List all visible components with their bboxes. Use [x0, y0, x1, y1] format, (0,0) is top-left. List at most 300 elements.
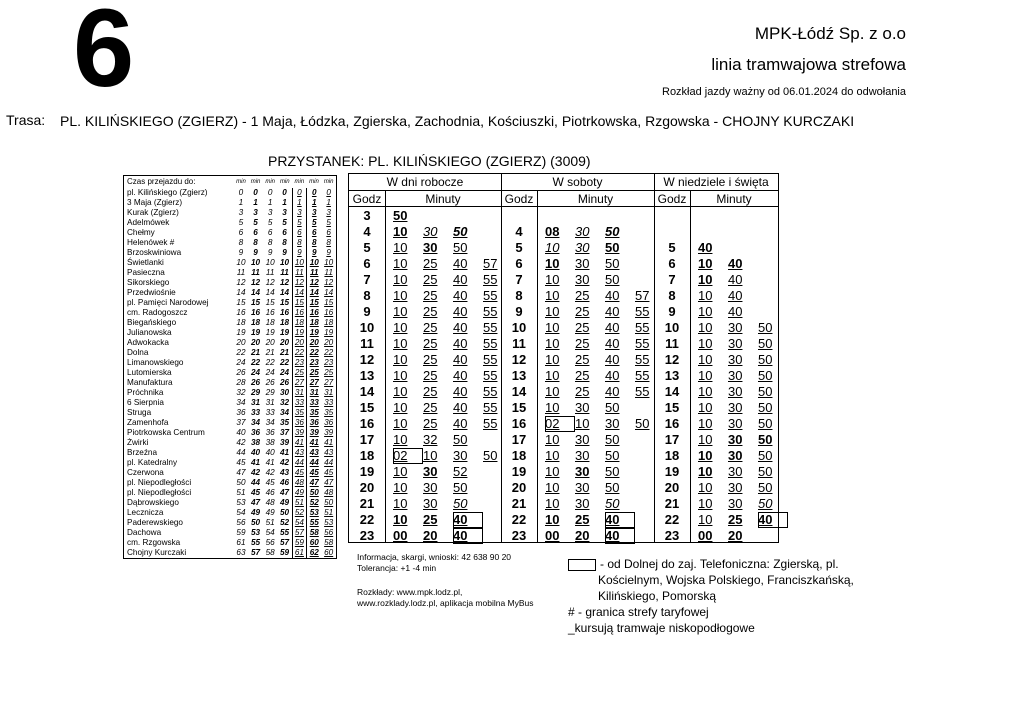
stop-time: 1 [253, 198, 258, 207]
minutes-cell [698, 240, 728, 256]
departure-minute: 10 [698, 352, 713, 367]
departure-minute: 10 [393, 320, 408, 335]
departure-minute: 10 [393, 272, 408, 287]
stop-time: 22 [324, 348, 334, 357]
hour-cell: 18 [511, 448, 527, 463]
stop-time: 45 [236, 458, 246, 467]
stop-time: 14 [279, 288, 290, 297]
stop-row [124, 468, 336, 478]
hour-cell: 9 [363, 304, 371, 319]
departure-minute: 40 [453, 256, 468, 271]
minutes-cell [393, 304, 513, 320]
hour-cell: 21 [664, 496, 680, 511]
stop-time: 39 [279, 438, 290, 447]
hour-cell: 4 [363, 224, 371, 239]
hour-cell: 10 [511, 320, 527, 335]
stop-name: 3 Maja (Zgierz) [127, 198, 183, 207]
departure-minute: 10 [393, 512, 408, 527]
stop-time: 3 [292, 208, 307, 218]
stop-time: 15 [251, 298, 261, 307]
stop-time: 44 [292, 458, 307, 468]
hour-cell: 5 [668, 240, 676, 255]
departure-minute: 25 [423, 320, 438, 335]
minutes-cell [545, 352, 665, 368]
hour-cell: 20 [511, 480, 527, 495]
stop-time: 16 [265, 308, 275, 317]
hour-cell: 23 [664, 528, 680, 543]
minutes-cell [393, 512, 483, 528]
stop-time: 16 [309, 308, 319, 317]
stops-header-col: min [279, 179, 290, 185]
stop-time: 26 [279, 378, 290, 387]
hour-cell: 8 [515, 288, 523, 303]
departure-minute: 10 [545, 496, 560, 511]
stop-time: 16 [236, 308, 246, 317]
stop-name: Chojny Kurczaki [127, 548, 187, 557]
group-title: W niedziele i święta [663, 175, 769, 189]
stop-time: 18 [251, 318, 261, 327]
stop-name: Helenówek # [127, 238, 175, 247]
stop-time: 9 [326, 248, 331, 257]
departure-minute: 10 [698, 464, 713, 479]
departure-minute: 10 [393, 240, 408, 255]
hour-cell: 5 [363, 240, 371, 255]
departure-minute: 25 [575, 320, 590, 335]
departure-minute: 10 [698, 384, 713, 399]
stop-time: 20 [324, 338, 334, 347]
departure-minute: 25 [423, 304, 438, 319]
minutes-header: Minuty [716, 192, 752, 206]
stop-time: 6 [267, 228, 273, 237]
stop-time: 10 [324, 258, 334, 267]
stop-time: 41 [265, 458, 275, 467]
departure-minute: 10 [545, 320, 560, 335]
departure-minute: 30 [575, 448, 590, 463]
hour-cell: 13 [359, 368, 375, 383]
departure-minute: 10 [545, 288, 560, 303]
stop-time: 24 [279, 368, 290, 377]
stop-time: 20 [251, 338, 261, 347]
departure-minute: 30 [728, 432, 743, 447]
departure-minute: 10 [545, 384, 560, 399]
minutes-cell [545, 496, 635, 512]
stop-time: 61 [292, 548, 307, 558]
departure-minute: 50 [605, 400, 620, 415]
stop-time: 18 [265, 318, 275, 327]
departure-minute: 10 [698, 320, 713, 335]
departure-minute: 40 [758, 512, 788, 528]
hour-cell: 19 [511, 464, 527, 479]
departure-minute: 08 [545, 224, 560, 239]
stop-time: 42 [236, 438, 246, 447]
minutes-cell [545, 400, 635, 416]
stop-time: 10 [292, 258, 307, 268]
stop-time: 22 [236, 348, 246, 357]
stop-time: 6 [311, 228, 317, 237]
stop-time: 31 [309, 388, 319, 397]
departure-minute: 55 [635, 384, 650, 399]
departure-minute: 55 [483, 304, 498, 319]
hour-cell: 20 [664, 480, 680, 495]
stop-name: Zamenhofa [127, 418, 169, 427]
stop-time: 41 [324, 438, 334, 447]
hour-cell: 18 [664, 448, 680, 463]
stop-time: 34 [236, 398, 246, 407]
stop-time: 54 [236, 508, 246, 517]
departure-minute: 30 [728, 496, 743, 511]
hour-cell: 19 [359, 464, 375, 479]
stop-row [124, 508, 336, 518]
departure-minute: 10 [393, 304, 408, 319]
departure-minute: 10 [575, 416, 590, 431]
stop-time: 47 [251, 498, 261, 507]
stop-time: 38 [265, 438, 275, 447]
stop-time: 29 [251, 388, 261, 397]
stop-time: 25 [324, 368, 334, 377]
stop-time: 33 [265, 408, 275, 417]
stop-time: 39 [309, 428, 319, 437]
departure-minute: 10 [393, 352, 408, 367]
stop-time: 44 [324, 458, 334, 467]
minutes-header: Minuty [577, 192, 614, 206]
departure-minute: 50 [758, 416, 773, 431]
stop-name: Chełmy [127, 228, 155, 237]
stop-time: 8 [267, 238, 273, 247]
stop-row [124, 458, 336, 468]
departure-minute: 30 [728, 400, 743, 415]
departure-minute: 30 [728, 320, 743, 335]
stop-time: 37 [236, 418, 246, 427]
departure-minute: 50 [605, 464, 620, 479]
departure-minute: 10 [698, 288, 713, 303]
stop-time: 45 [265, 478, 275, 487]
stop-time: 1 [292, 198, 307, 208]
hour-cell: 16 [511, 416, 527, 431]
departure-minute: 30 [605, 416, 620, 431]
hour-cell: 7 [515, 272, 523, 287]
stop-time: 3 [311, 208, 317, 217]
stop-time: 11 [309, 268, 319, 277]
minutes-cell [698, 416, 788, 432]
departure-minute: 50 [605, 432, 620, 447]
hour-cell: 17 [664, 432, 680, 447]
stop-time: 0 [311, 188, 317, 197]
stop-row [124, 298, 336, 308]
minutes-cell [545, 368, 665, 384]
stop-time: 5 [311, 218, 317, 227]
hour-cell: 11 [360, 336, 374, 351]
stops-header-label: Czas przejazdu do: [127, 177, 196, 186]
stop-time: 21 [279, 348, 290, 357]
stop-time: 40 [265, 448, 275, 457]
minutes-cell [545, 272, 635, 288]
stop-time: 31 [324, 388, 334, 397]
stop-time: 47 [236, 468, 246, 477]
minutes-cell [545, 512, 635, 528]
stop-row [124, 258, 336, 268]
legend-box-text: - od Dolnej do zaj. Telefoniczna: Zgierską, pl. Kościelnym, Wojska Polskiego, Franciszkańską, Kilińskiego, Pomorską [598, 557, 854, 603]
stop-name: pl. Pamięci Narodowej [127, 298, 209, 307]
hour-cell: 22 [664, 512, 680, 527]
stop-time: 10 [236, 258, 246, 267]
stops-header-col: min [236, 179, 246, 185]
minutes-cell [393, 240, 483, 256]
departure-minute: 10 [393, 384, 408, 399]
hour-cell: 22 [511, 512, 527, 527]
stop-time: 11 [324, 268, 333, 277]
minutes-cell [698, 352, 788, 368]
departure-minute: 50 [605, 480, 620, 495]
stop-row [124, 368, 336, 378]
stop-time: 5 [326, 218, 331, 227]
stop-time: 44 [251, 478, 261, 487]
stop-time: 23 [309, 358, 319, 367]
stop-time: 14 [236, 288, 246, 297]
stop-row [124, 378, 336, 388]
stop-row [124, 278, 336, 288]
minutes-cell [393, 528, 483, 544]
stop-row [124, 238, 336, 248]
minutes-cell [393, 288, 513, 304]
stop-time: 51 [292, 498, 307, 508]
departure-minute: 25 [423, 416, 438, 431]
minutes-cell [393, 432, 483, 448]
hour-cell: 16 [359, 416, 375, 431]
departure-minute: 40 [605, 304, 620, 319]
stop-time: 8 [253, 238, 258, 247]
departure-minute: 25 [423, 336, 438, 351]
stop-time: 11 [251, 268, 260, 277]
stop-time: 60 [324, 548, 334, 557]
stop-time: 36 [236, 408, 246, 417]
departure-minute: 55 [483, 320, 498, 335]
stop-time: 32 [279, 398, 290, 407]
hour-cell: 7 [668, 272, 676, 287]
hour-cell: 18 [359, 448, 375, 463]
hour-divider [690, 191, 691, 542]
departure-minute: 30 [728, 464, 743, 479]
stop-time: 3 [326, 208, 331, 217]
stop-time: 34 [251, 418, 261, 427]
departure-minute: 50 [605, 224, 620, 239]
stop-time: 9 [238, 248, 244, 257]
departure-minute: 40 [453, 304, 468, 319]
departure-minute: 40 [453, 368, 468, 383]
departure-minute: 30 [575, 400, 590, 415]
stop-time: 45 [251, 488, 261, 497]
stop-time: 9 [292, 248, 307, 258]
stop-name: pl. Kilińskiego (Zgierz) [127, 188, 208, 197]
minutes-cell [545, 480, 635, 496]
minutes-cell [545, 336, 665, 352]
stop-name: Dolna [127, 348, 149, 357]
departure-minute: 10 [393, 224, 408, 239]
stop-time: 22 [309, 348, 319, 357]
minutes-cell [698, 496, 788, 512]
stop-time: 36 [309, 418, 319, 427]
stop-time: 0 [326, 188, 331, 197]
minutes-cell [698, 512, 788, 528]
stop-time: 9 [267, 248, 273, 257]
stop-time: 43 [292, 448, 307, 458]
departure-minute: 20 [423, 528, 438, 543]
hour-divider [385, 191, 386, 542]
stop-time: 42 [251, 468, 261, 477]
departure-minute: 30 [575, 480, 590, 495]
departure-minute: 10 [545, 256, 560, 271]
stop-time: 43 [309, 448, 319, 457]
stop-time: 51 [236, 488, 246, 497]
hour-cell: 3 [363, 208, 371, 223]
stop-row [124, 438, 336, 448]
stop-time: 19 [265, 328, 275, 337]
stop-time: 26 [265, 378, 275, 387]
info-websites [357, 587, 534, 609]
hour-cell: 8 [363, 288, 371, 303]
departure-minute: 10 [545, 464, 560, 479]
minutes-cell [393, 496, 483, 512]
stop-name: Manufaktura [127, 378, 173, 387]
departure-minute: 55 [483, 272, 498, 287]
departure-minute: 30 [728, 384, 743, 399]
stop-time: 5 [267, 218, 273, 227]
minutes-cell [393, 224, 483, 240]
stop-time: 33 [309, 398, 319, 407]
minutes-cell [393, 400, 513, 416]
departure-minute: 10 [393, 400, 408, 415]
stop-name: Julianowska [127, 328, 172, 337]
minutes-cell [698, 480, 788, 496]
stops-header-col: min [294, 179, 305, 185]
departure-minute: 55 [483, 368, 498, 383]
stop-row [124, 188, 336, 198]
stop-time: 22 [279, 358, 290, 367]
stop-time: 51 [265, 518, 275, 527]
departure-minute: 30 [423, 464, 438, 479]
stop-time: 39 [324, 428, 334, 437]
departure-minute: 10 [698, 400, 713, 415]
hour-cell: 8 [668, 288, 676, 303]
stop-time: 58 [324, 538, 334, 547]
stop-time: 15 [265, 298, 275, 307]
hour-cell: 6 [363, 256, 371, 271]
stop-time: 34 [279, 408, 290, 417]
stop-time: 14 [292, 288, 307, 298]
hour-cell: 12 [359, 352, 375, 367]
minutes-cell [545, 384, 665, 400]
stop-time: 42 [265, 468, 275, 477]
stop-time: 19 [251, 328, 261, 337]
hour-cell: 9 [668, 304, 676, 319]
minutes-cell [545, 256, 635, 272]
departure-minute: 30 [423, 224, 438, 239]
stop-time: 59 [279, 548, 290, 557]
stop-time: 18 [324, 318, 334, 327]
stop-row [124, 248, 336, 258]
stop-time: 9 [311, 248, 317, 257]
timetable [348, 173, 779, 543]
stop-time: 12 [309, 278, 319, 287]
departure-minute: 10 [698, 448, 713, 463]
departure-minute: 30 [575, 272, 590, 287]
stop-name: cm. Rzgowska [127, 538, 181, 547]
stop-time: 52 [279, 518, 290, 527]
stop-row [124, 228, 336, 238]
hour-cell: 14 [664, 384, 680, 399]
departure-minute: 20 [728, 528, 743, 543]
departure-minute: 55 [635, 320, 650, 335]
stop-time: 53 [309, 508, 319, 517]
stop-time: 56 [324, 528, 334, 537]
stop-time: 1 [238, 198, 244, 207]
stop-time: 9 [253, 248, 258, 257]
stop-time: 26 [236, 368, 246, 377]
stop-time: 49 [265, 508, 275, 517]
stop-time: 21 [251, 348, 261, 357]
stop-time: 58 [309, 528, 319, 537]
stop-time: 43 [324, 448, 334, 457]
stop-time: 24 [251, 368, 261, 377]
departure-minute: 55 [635, 304, 650, 319]
stop-time: 49 [251, 508, 261, 517]
stop-time: 21 [265, 348, 275, 357]
departure-minute: 30 [575, 496, 590, 511]
hour-cell: 14 [511, 384, 527, 399]
stop-name: Limanowskiego [127, 358, 184, 367]
stop-time: 36 [324, 418, 334, 427]
minutes-cell [698, 320, 788, 336]
stop-time: 8 [326, 238, 331, 247]
departure-minute: 40 [453, 512, 483, 528]
stop-time: 18 [279, 318, 290, 327]
minutes-cell [545, 448, 635, 464]
minutes-cell [393, 336, 513, 352]
departure-minute: 40 [605, 320, 620, 335]
stop-time: 35 [279, 418, 290, 427]
departure-minute: 25 [423, 384, 438, 399]
departure-minute: 25 [423, 256, 438, 271]
departure-minute: 10 [393, 464, 408, 479]
departure-minute: 55 [483, 336, 498, 351]
minutes-cell [393, 464, 483, 480]
stop-time: 57 [292, 528, 307, 538]
stops-header-col: min [265, 179, 275, 185]
stop-time: 37 [279, 428, 290, 437]
departure-minute: 25 [423, 272, 438, 287]
stop-time: 11 [265, 268, 275, 277]
stop-time: 0 [282, 188, 287, 197]
stop-time: 49 [292, 488, 307, 498]
stop-time: 52 [292, 508, 307, 518]
stop-row [124, 318, 336, 328]
hour-cell: 7 [363, 272, 371, 287]
stop-time: 47 [324, 478, 334, 487]
stop-time: 15 [324, 298, 334, 307]
stop-time: 1 [267, 198, 273, 207]
departure-minute: 50 [605, 240, 620, 255]
stop-row [124, 218, 336, 228]
departure-minute: 40 [605, 368, 620, 383]
stop-time: 45 [324, 468, 334, 477]
stop-time: 38 [251, 438, 261, 447]
stop-time: 14 [265, 288, 275, 297]
hour-header: Godz [352, 192, 382, 206]
stop-time: 50 [251, 518, 261, 527]
departure-minute: 30 [575, 464, 590, 479]
departure-minute: 50 [758, 480, 773, 495]
stop-time: 55 [279, 528, 290, 537]
departure-minute: 10 [698, 496, 713, 511]
